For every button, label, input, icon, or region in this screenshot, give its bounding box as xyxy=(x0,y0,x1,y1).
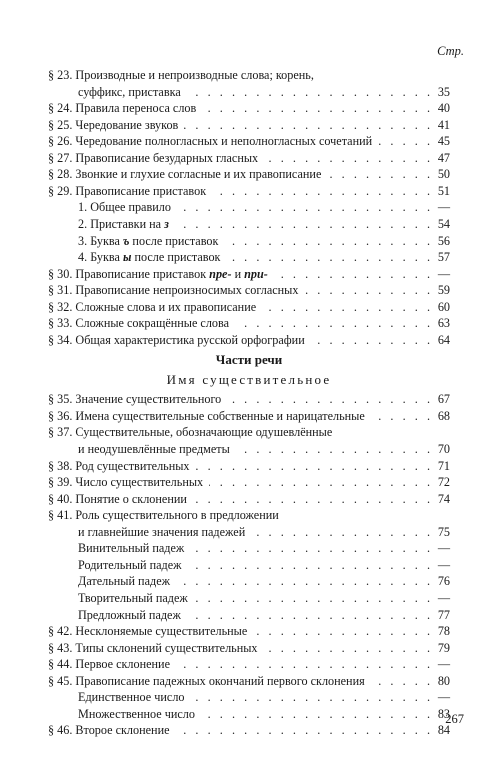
toc-entry-page: 67 xyxy=(437,392,450,407)
toc-entry-page: 35 xyxy=(437,84,450,99)
toc-entry xyxy=(48,408,450,425)
toc-entry xyxy=(48,332,450,349)
toc-entry xyxy=(48,183,450,200)
toc-entry-page: 51 xyxy=(437,183,450,198)
dot-leader xyxy=(188,557,430,574)
toc-entry-emphasis: з xyxy=(164,216,169,231)
toc-entry xyxy=(78,441,450,458)
toc-entry-page: — xyxy=(437,200,450,215)
dot-leader xyxy=(187,607,430,624)
toc-entry-page: 64 xyxy=(437,332,450,347)
toc-entry-text: § 38. Род существительных xyxy=(48,458,190,473)
toc-entry xyxy=(78,573,450,590)
toc-entry-title xyxy=(78,524,245,541)
dot-leader xyxy=(212,183,430,200)
toc-entry-page: 76 xyxy=(437,574,450,589)
toc-entry-text: § 31. Правописание непроизносимых согласных xyxy=(48,283,299,298)
dot-leader xyxy=(187,84,430,101)
dot-leader xyxy=(209,474,430,491)
toc-entry xyxy=(48,623,450,640)
toc-entry-text: § 24. Правила переноса слов xyxy=(48,101,197,116)
dot-leader xyxy=(236,441,430,458)
toc-entry-text: § 27. Правописание безударных гласных xyxy=(48,150,259,165)
dot-leader xyxy=(227,391,430,408)
toc-entry xyxy=(78,706,450,723)
toc-entry-text: § 26. Чередование полногласных и неполногласных сочетаний xyxy=(48,134,373,149)
toc-entry-title xyxy=(78,249,220,266)
toc-entry-text: 4. Буква xyxy=(78,250,123,265)
toc-entry xyxy=(48,299,450,316)
toc-entry-text: § 29. Правописание приставок xyxy=(48,183,207,198)
toc-entry-title xyxy=(78,557,182,574)
dot-leader xyxy=(202,100,430,117)
toc-entry-text: § 40. Понятие о склонении xyxy=(48,491,187,506)
toc-entry-page: — xyxy=(437,657,450,672)
toc-entry xyxy=(48,166,450,183)
toc-entry-text: и главнейшие значения падежей xyxy=(78,524,246,539)
toc-entry xyxy=(78,199,450,216)
toc-entry-title xyxy=(48,656,170,673)
toc-entry-text: Дательный падеж xyxy=(78,574,171,589)
toc-entry xyxy=(78,249,450,266)
dot-leader xyxy=(235,315,430,332)
toc-entry-page: 54 xyxy=(437,216,450,231)
toc-entry xyxy=(48,722,450,739)
toc-entry-title xyxy=(48,491,187,508)
toc-entry-title xyxy=(48,722,170,739)
toc-entry-text: § 34. Общая характеристика русской орфографии xyxy=(48,332,305,347)
toc-entry-page: 83 xyxy=(437,706,450,721)
toc-entry-page: 47 xyxy=(437,150,450,165)
toc-entry xyxy=(48,391,450,408)
toc-entry-page: 70 xyxy=(437,442,450,457)
toc-entry xyxy=(48,673,450,690)
toc-entry-text: § 36. Имена существительные собственные и нарицательные xyxy=(48,408,365,423)
toc-entry xyxy=(78,590,450,607)
toc-entry-page: 68 xyxy=(437,408,450,423)
toc-entry-title xyxy=(48,117,178,134)
toc-entry-page: 56 xyxy=(437,233,450,248)
dot-leader xyxy=(196,458,430,475)
toc-entry-title xyxy=(48,183,206,200)
toc-entry-page: — xyxy=(437,690,450,705)
toc-entry-text: Родительный падеж xyxy=(78,557,182,572)
toc-entry-title xyxy=(78,590,188,607)
dot-leader xyxy=(371,673,430,690)
toc-entry-text: § 33. Сложные сокращённые слова xyxy=(48,316,230,331)
toc-entry-emphasis: при- xyxy=(244,266,268,281)
toc-entry-page: 63 xyxy=(437,316,450,331)
toc-entry-emphasis: ъ xyxy=(122,233,130,248)
dot-leader xyxy=(304,282,430,299)
toc-entry-page: 77 xyxy=(437,607,450,622)
toc-entry-text: § 44. Первое склонение xyxy=(48,657,170,672)
toc-entry-title xyxy=(48,640,258,657)
toc-entry xyxy=(78,540,450,557)
toc-entry xyxy=(48,656,450,673)
toc-entry-text: § 43. Типы склонений существительных xyxy=(48,640,258,655)
dot-leader xyxy=(176,722,430,739)
toc-entry-text: § 46. Второе склонение xyxy=(48,723,170,738)
toc-entry-page: — xyxy=(437,557,450,572)
toc-entry-title xyxy=(48,133,372,150)
dot-leader xyxy=(274,266,430,283)
dot-leader xyxy=(264,640,430,657)
toc-entry-text: § 35. Значение существительного xyxy=(48,392,222,407)
toc-entry xyxy=(48,640,450,657)
toc-entry-page: 74 xyxy=(437,491,450,506)
toc-entry-title xyxy=(48,474,203,491)
dot-leader xyxy=(327,166,430,183)
toc-entry-text-after: после приставок xyxy=(131,250,221,265)
toc-entry xyxy=(48,67,450,84)
toc-entry xyxy=(78,233,450,250)
toc-entry xyxy=(48,507,450,524)
toc-entry-page: 59 xyxy=(437,283,450,298)
toc-entry-text: Предложный падеж xyxy=(78,607,181,622)
toc-entry-title xyxy=(78,199,171,216)
toc-entry xyxy=(48,282,450,299)
toc-entry xyxy=(48,266,450,283)
toc-entry-text: § 45. Правописание падежных окончаний первого склонения xyxy=(48,673,365,688)
toc-entry xyxy=(48,100,450,117)
toc-entry-page: — xyxy=(437,541,450,556)
toc-entry xyxy=(48,315,450,332)
toc-entry-title xyxy=(78,607,181,624)
toc-entry-title xyxy=(78,689,185,706)
toc-entry-title xyxy=(78,216,169,233)
toc-entry-text-mid: и xyxy=(231,266,245,281)
toc-entry xyxy=(78,607,450,624)
toc-entry-text: § 28. Звонкие и глухие согласные и их правописание xyxy=(48,167,322,182)
dot-leader xyxy=(193,491,430,508)
toc-entry-emphasis: пре- xyxy=(209,266,232,281)
dot-leader xyxy=(253,623,430,640)
toc-entry-text: 2. Приставки на xyxy=(78,216,165,231)
toc-entry xyxy=(48,474,450,491)
toc-entry-title xyxy=(48,623,247,640)
toc-entry-title xyxy=(78,233,218,250)
toc-entry-text: 1. Общее правило xyxy=(78,200,171,215)
toc-entry-page: 80 xyxy=(437,673,450,688)
dot-leader xyxy=(226,249,430,266)
toc-entry-page: 79 xyxy=(437,640,450,655)
section-heading-parts-of-speech: Части речи xyxy=(215,352,283,368)
dot-leader xyxy=(378,133,430,150)
toc-entry-title xyxy=(78,573,170,590)
toc-entry xyxy=(48,458,450,475)
toc-entry-text: § 23. Производные и непроизводные слова; корень, xyxy=(48,68,314,82)
toc-entry-title xyxy=(78,540,184,557)
dot-leader xyxy=(194,590,430,607)
page-number: 267 xyxy=(445,712,464,726)
toc-entry xyxy=(48,133,450,150)
toc-entry-text: § 42. Несклоняемые существительные xyxy=(48,624,248,639)
toc-entry-title xyxy=(48,673,365,690)
dot-leader xyxy=(191,689,430,706)
dot-leader xyxy=(224,233,430,250)
toc-entry-text-after: после приставок xyxy=(129,233,219,248)
dot-leader xyxy=(311,332,430,349)
toc-entry-title xyxy=(78,441,230,458)
toc-entry xyxy=(78,524,450,541)
toc-entry-page: 84 xyxy=(437,723,450,738)
dot-leader xyxy=(264,150,430,167)
dot-leader xyxy=(251,524,430,541)
toc-entry-text: Винительный падеж xyxy=(78,541,185,556)
toc-entry-text: § 39. Число существительных xyxy=(48,475,204,490)
dot-leader xyxy=(177,199,430,216)
toc-entry xyxy=(48,150,450,167)
toc-entry-title xyxy=(48,266,268,283)
toc-entry-title xyxy=(48,458,190,475)
page-column-label: Стр. xyxy=(437,44,464,58)
toc-entry-page: 50 xyxy=(437,167,450,182)
toc-entry-title xyxy=(48,315,229,332)
toc-entry-title xyxy=(48,166,321,183)
toc-entry-title xyxy=(48,100,196,117)
toc-entry-title xyxy=(48,150,258,167)
toc-entry-text: 3. Буква xyxy=(78,233,123,248)
toc-entry-page: — xyxy=(437,266,450,281)
toc-entry xyxy=(78,689,450,706)
toc-entry-title xyxy=(48,299,256,316)
toc-entry-text: § 30. Правописание приставок xyxy=(48,266,210,281)
toc-entry-page: 72 xyxy=(437,475,450,490)
dot-leader xyxy=(201,706,430,723)
toc-entry-page: 78 xyxy=(437,624,450,639)
dot-leader xyxy=(176,656,430,673)
dot-leader xyxy=(371,408,430,425)
toc-entry-title xyxy=(48,282,298,299)
toc-entry-title xyxy=(48,391,221,408)
dot-leader xyxy=(190,540,430,557)
toc-entry-emphasis: ы xyxy=(122,250,132,265)
toc-entry-page: 57 xyxy=(437,250,450,265)
toc-entry-text: и неодушевлённые предметы xyxy=(78,442,230,457)
toc-entry xyxy=(78,216,450,233)
toc-entry-page: 60 xyxy=(437,299,450,314)
toc-entry-title xyxy=(48,408,365,425)
toc-entry-page: 45 xyxy=(437,134,450,149)
dot-leader xyxy=(184,117,430,134)
toc-entry-text: § 37. Существительные, обозначающие одушевлённые xyxy=(48,425,333,440)
toc-entry-text: § 41. Роль существительного в предложении xyxy=(48,508,279,523)
toc-entry-title xyxy=(48,507,279,524)
toc-entry xyxy=(78,84,450,101)
dot-leader xyxy=(176,573,430,590)
toc-entry-title xyxy=(78,84,181,101)
toc-entry-text: Единственное число xyxy=(78,690,185,705)
toc-entry xyxy=(78,557,450,574)
toc-entry-text: § 32. Сложные слова и их правописание xyxy=(48,299,257,314)
toc-entry-text: суффикс, приставка xyxy=(78,84,181,99)
toc-entry-page: — xyxy=(437,590,450,605)
toc-entry-page: 75 xyxy=(437,524,450,539)
toc-entry-page: 71 xyxy=(437,458,450,473)
toc-entry-text: Творительный падеж xyxy=(78,590,188,605)
toc-entry xyxy=(48,491,450,508)
toc-entry-page: 40 xyxy=(437,101,450,116)
toc-entry-text: § 25. Чередование звуков xyxy=(48,117,179,132)
toc-entry xyxy=(48,424,450,441)
toc-entry-title xyxy=(48,424,332,441)
toc-entry-page: 41 xyxy=(437,117,450,132)
toc-entry-title xyxy=(48,332,305,349)
toc-entry-title xyxy=(48,67,314,84)
toc-entry-title xyxy=(78,706,195,723)
toc-entry-text: Множественное число xyxy=(78,706,195,721)
section-heading-noun: Имя существительное xyxy=(166,372,332,388)
dot-leader xyxy=(175,216,430,233)
toc-entry xyxy=(48,117,450,134)
dot-leader xyxy=(262,299,430,316)
